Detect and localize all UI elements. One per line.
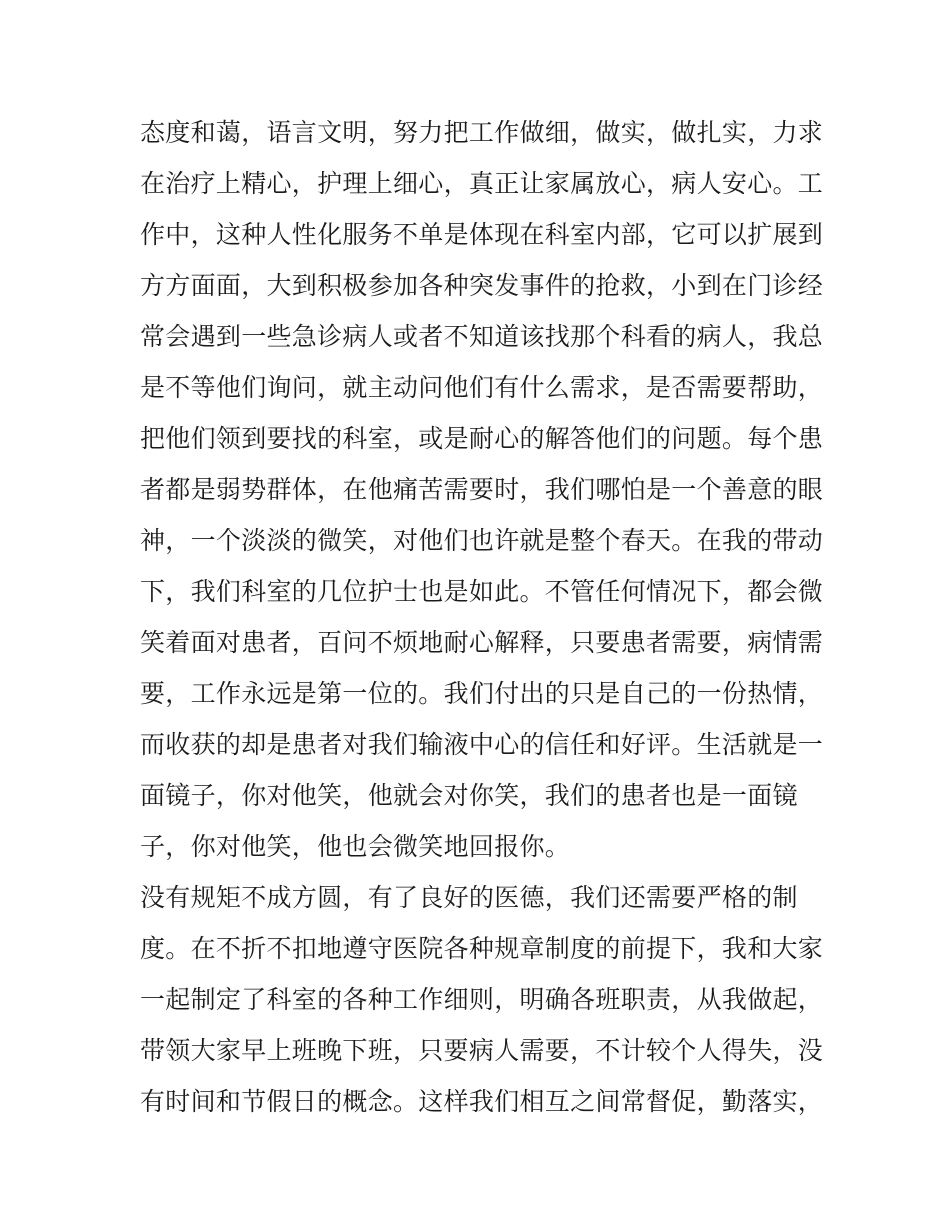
text-line: 度。在不折不扣地遵守医院各种规章制度的前提下，我和大家 [140, 934, 824, 963]
text-line: 一起制定了科室的各种工作细则，明确各班职责，从我做起， [140, 985, 824, 1014]
text-line: 笑着面对患者，百问不烦地耐心解释，只要患者需要，病情需 [140, 628, 824, 657]
text-line: 作中，这种人性化服务不单是体现在科室内部，它可以扩展到 [140, 220, 824, 249]
text-line: 在治疗上精心，护理上细心，真正让家属放心，病人安心。工 [140, 169, 824, 198]
text-line: 子，你对他笑，他也会微笑地回报你。 [140, 832, 571, 861]
text-line: 要，工作永远是第一位的。我们付出的只是自己的一份热情， [140, 679, 824, 708]
text-line: 态度和蔼，语言文明，努力把工作做细，做实，做扎实，力求 [140, 118, 824, 147]
body-text [140, 107, 824, 1127]
text-line: 者都是弱势群体，在他痛苦需要时，我们哪怕是一个善意的眼 [140, 475, 824, 504]
text-line: 有时间和节假日的概念。这样我们相互之间常督促，勤落实， [140, 1087, 824, 1116]
text-line: 常会遇到一些急诊病人或者不知道该找那个科看的病人，我总 [140, 322, 824, 351]
text-line: 下，我们科室的几位护士也是如此。不管任何情况下，都会微 [140, 577, 824, 606]
text-line: 面镜子，你对他笑，他就会对你笑，我们的患者也是一面镜 [140, 781, 798, 810]
text-line: 神，一个淡淡的微笑，对他们也许就是整个春天。在我的带动 [140, 526, 824, 555]
text-line: 没有规矩不成方圆，有了良好的医德，我们还需要严格的制 [140, 883, 798, 912]
text-line: 把他们领到要找的科室，或是耐心的解答他们的问题。每个患 [140, 424, 824, 453]
text-line: 带领大家早上班晚下班，只要病人需要，不计较个人得失，没 [140, 1036, 824, 1065]
text-line: 方方面面，大到积极参加各种突发事件的抢救，小到在门诊经 [140, 271, 824, 300]
text-line: 而收获的却是患者对我们输液中心的信任和好评。生活就是一 [140, 730, 824, 759]
text-line: 是不等他们询问，就主动问他们有什么需求，是否需要帮助， [140, 373, 824, 402]
